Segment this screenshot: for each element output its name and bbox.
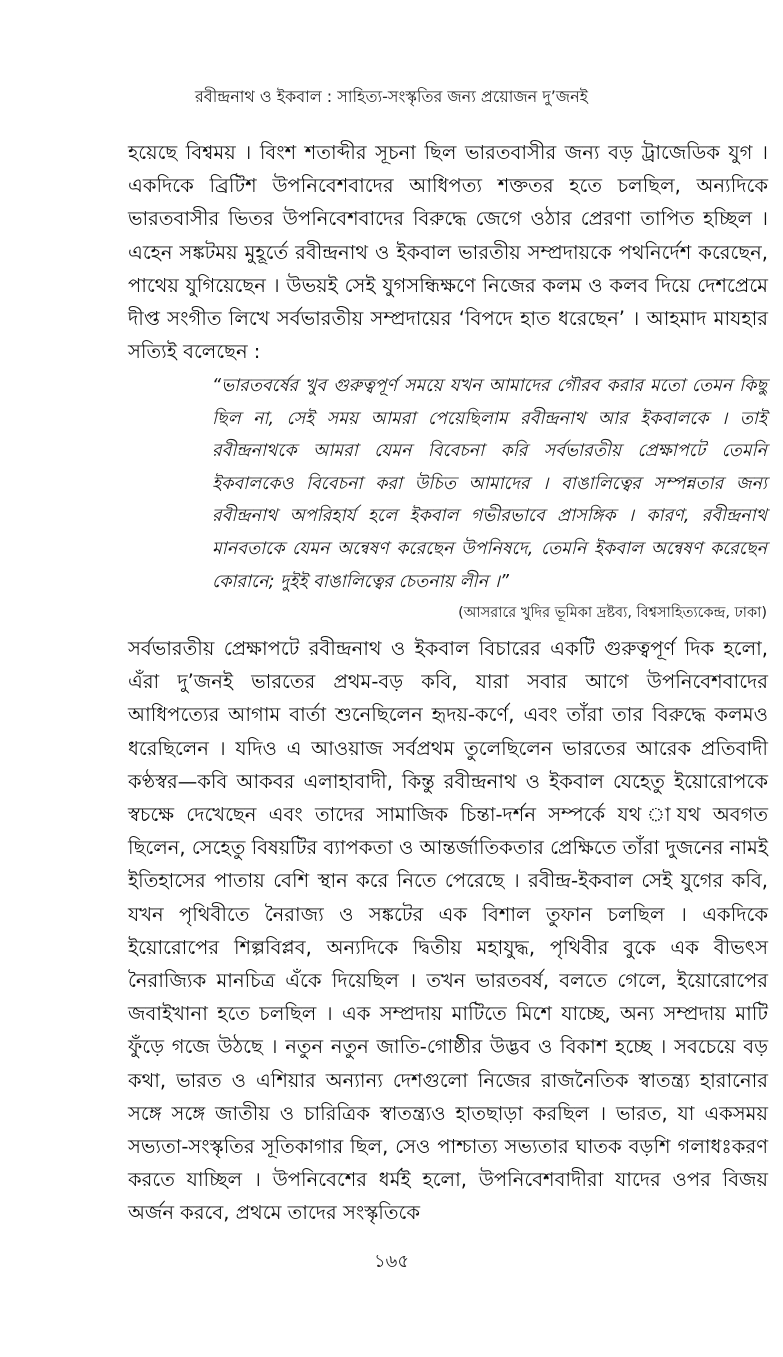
body-paragraph-1: হয়েছে বিশ্বময় । বিংশ শতাব্দীর সূচনা ছিল ভারতবাসীর জন্য বড় ট্রাজেডিক যুগ । একদিকে ব্রিটিশ উপনিবেশবাদের আধিপত্য শক্ততর হতে চলছিল, অন্যদিকে ভারতবাসীর ভিতর উপনিবেশবাদের বিরুদ্ধে জেগে ওঠার প্রেরণা তাপিত হচ্ছিল । এহেন সঙ্কটময় মুহূর্তে রবীন্দ্রনাথ ও ইকবাল ভারতীয় সম্প্রদায়কে পথনির্দেশ করেছেন, পাথেয় যুগিয়েছেন । উভয়ই সেই যুগসন্ধিক্ষণে নিজের কলম ও কলব দিয়ে দেশপ্রেমে দীপ্ত সংগীত লিখে সর্বভারতীয় সম্প্রদায়ের ‘বিপদে হাত ধরেছেন’ । আহমাদ মাযহার সত্যিই বলেছেন :: [128, 141, 768, 364]
body-paragraph-2: সর্বভারতীয় প্রেক্ষাপটে রবীন্দ্রনাথ ও ইকবাল বিচারের একটি গুরুত্বপূর্ণ দিক হলো, এঁরা দু’জনই ভারতের প্রথম-বড় কবি, যারা সবার আগে উপনিবেশবাদের আধিপত্যের আগাম বার্তা শুনেছিলেন হৃদয়-কর্ণে, এবং তাঁরা তার বিরুদ্ধে কলমও ধরেছিলেন । যদিও এ আওয়াজ সর্বপ্রথম তুলেছিলেন ভারতের আরেক প্রতিবাদী কণ্ঠস্বর—কবি আকবর এলাহাবাদী, কিন্তু রবীন্দ্রনাথ ও ইকবাল যেহেতু ইয়োরোপকে স্বচক্ষে দেখেছেন এবং তাদের সামাজিক চিন্তা-দর্শন সম্পর্কে যথ াযথ অবগত ছিলেন, সেহেতু বিষয়টির ব্যাপকতা ও আন্তর্জাতিকতার প্রেক্ষিতে তাঁরা দুজনের নামই ইতিহাসের পাতায় বেশি স্থান করে নিতে পেরেছে । রবীন্দ্র-ইকবাল সেই যুগের কবি, যখন পৃথিবীতে নৈরাজ্য ও সঙ্কটের এক বিশাল তুফান চলছিল । একদিকে ইয়োরোপের শিল্পবিপ্লব, অন্যদিকে দ্বিতীয় মহাযুদ্ধ, পৃথিবীর বুকে এক বীভৎস নৈরাজ্যিক মানচিত্র এঁকে দিয়েছিল । তখন ভারতবর্ষ, বলতে গেলে, ইয়োরোপের জবাইখানা হতে চলছিল । এক সম্প্রদায় মাটিতে মিশে যাচ্ছে, অন্য সম্প্রদায় মাটি ফুঁড়ে গজে উঠছে । নতুন নতুন জাতি-গোষ্ঠীর উদ্ভব ও বিকাশ হচ্ছে । সবচেয়ে বড় কথা, ভারত ও এশিয়ার অন্যান্য দেশগুলো নিজের রাজনৈতিক স্বাতন্ত্র্য হারানোর সঙ্গে সঙ্গে জাতীয় ও চারিত্রিক স্বাতন্ত্র্যও হাতছাড়া করছিল । ভারত, যা একসময় সভ্যতা-সংস্কৃতির সূতিকাগার ছিল, সেও পাশ্চাত্য সভ্যতার ঘাতক বড়শি গলাধঃকরণ করতে যাচ্ছিল । উপনিবেশের ধর্মই হলো, উপনিবেশবাদীরা যাদের ওপর বিজয় অর্জন করবে, প্রথমে তাদের সংস্কৃতিকে: [128, 637, 768, 1225]
quote-citation: (আসরারে খুদির ভূমিকা দ্রষ্টব্য, বিশ্বসাহিত্যকেন্দ্র, ঢাকা): [458, 605, 767, 621]
block-quote: “ভারতবর্ষের খুব গুরুত্বপূর্ণ সময়ে যখন আমাদের গৌরব করার মতো তেমন কিছু ছিল না, সেই সময় আমরা পেয়েছিলাম রবীন্দ্রনাথ আর ইকবালকে । তাই রবীন্দ্রনাথকে আমরা যেমন বিবেচনা করি সর্বভারতীয় প্রেক্ষাপটে তেমনি ইকবালকেও বিবেচনা করা উচিত আমাদের । বাঙালিত্বের সম্পন্নতার জন্য রবীন্দ্রনাথ অপরিহার্য হলে ইকবাল গভীরভাবে প্রাসঙ্গিক । কারণ, রবীন্দ্রনাথ মানবতাকে যেমন অন্বেষণ করেছেন উপনিষদে, তেমনি ইকবাল অন্বেষণ করেছেন কোরানে; দুইই বাঙালিত্বের চেতনায় লীন ।”: [212, 376, 767, 592]
page-number: ১৬৫: [373, 1251, 410, 1272]
running-head: রবীন্দ্রনাথ ও ইকবাল : সাহিত্য-সংস্কৃতির জন্য প্রয়োজন দু’জনই: [195, 87, 588, 106]
